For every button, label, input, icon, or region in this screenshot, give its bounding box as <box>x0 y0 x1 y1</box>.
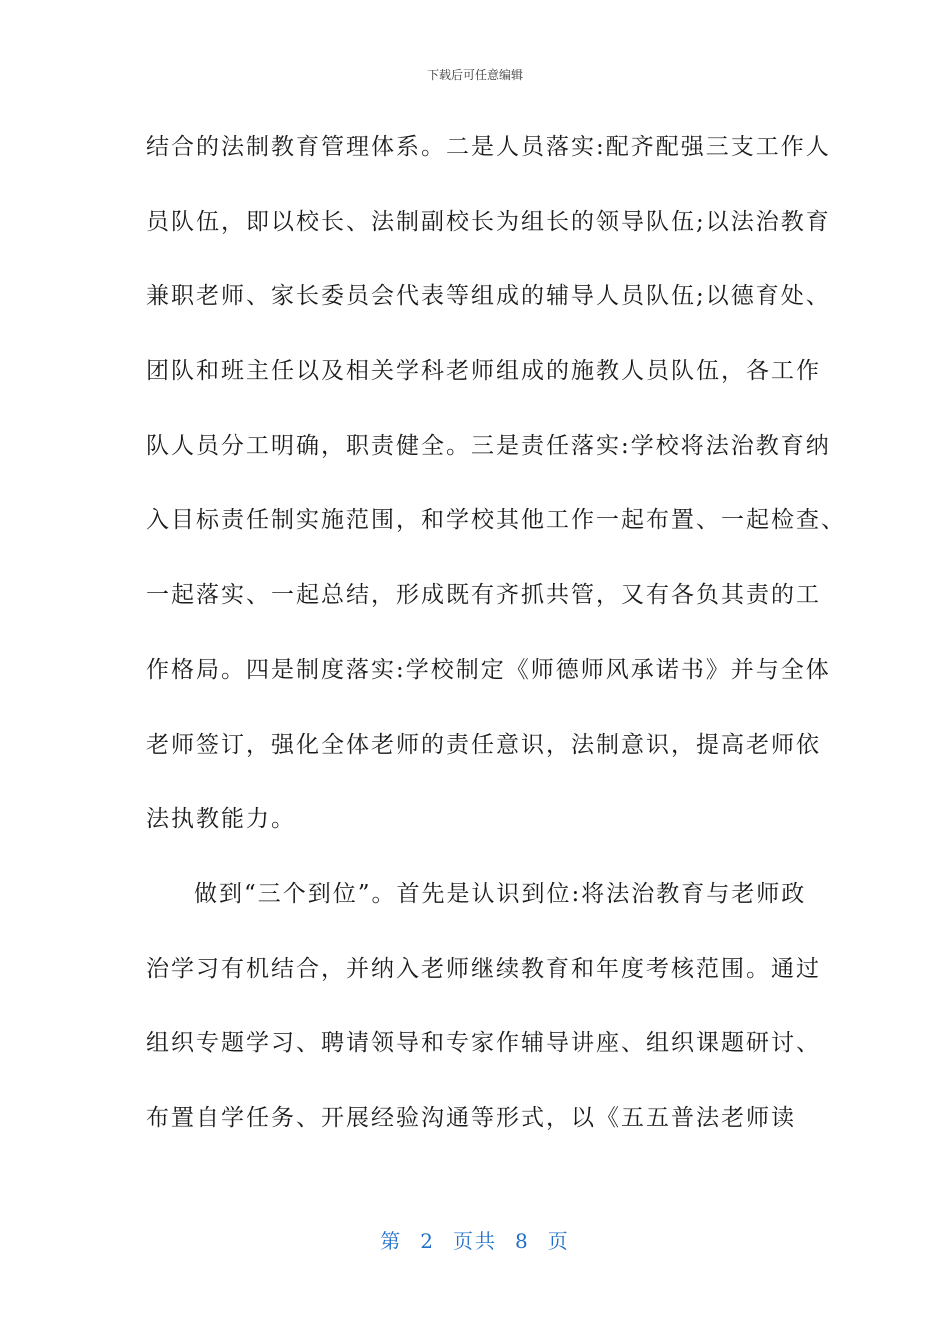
footer-prefix: 第 <box>380 1229 403 1253</box>
text-line: 布置自学任务、开展经验沟通等形式，以《五五普法老师读 <box>146 1104 796 1131</box>
text-line: 员队伍，即以校长、法制副校长为组长的领导队伍;以法治教育 <box>146 208 831 235</box>
current-page-number: 2 <box>420 1229 435 1253</box>
page-header: 下载后可任意编辑 <box>426 68 523 82</box>
text-line: 入目标责任制实施范围，和学校其他工作一起布置、一起检查、 <box>146 507 846 534</box>
text-line: 结合的法制教育管理体系。二是人员落实:配齐配强三支工作人 <box>146 134 831 160</box>
text-line: 兼职老师、家长委员会代表等组成的辅导人员队伍;以德育处、 <box>146 283 831 310</box>
text-line: 老师签订，强化全体老师的责任意识，法制意识，提高老师依 <box>146 731 821 758</box>
text-line: 团队和班主任以及相关学科老师组成的施教人员队伍，各工作 <box>146 358 821 385</box>
total-page-number: 8 <box>515 1229 530 1253</box>
document-body <box>146 123 846 1169</box>
page-footer <box>0 1225 950 1254</box>
text-line: 组织专题学习、聘请领导和专家作辅导讲座、组织课题研讨、 <box>146 1030 821 1057</box>
paragraph-first-line: 做到“三个到位”。首先是认识到位:将法治教育与老师政 <box>194 880 807 907</box>
footer-suffix: 页 <box>547 1229 570 1253</box>
text-line: 一起落实、一起总结，形成既有齐抓共管，又有各负其责的工 <box>146 582 821 609</box>
text-line: 治学习有机结合，并纳入老师继续教育和年度考核范围。通过 <box>146 955 821 982</box>
text-line: 法执教能力。 <box>146 806 296 833</box>
text-line: 队人员分工明确，职责健全。三是责任落实:学校将法治教育纳 <box>146 432 831 459</box>
text-line: 作格局。四是制度落实:学校制定《师德师风承诺书》并与全体 <box>146 656 831 683</box>
footer-middle: 页共 <box>453 1229 497 1253</box>
